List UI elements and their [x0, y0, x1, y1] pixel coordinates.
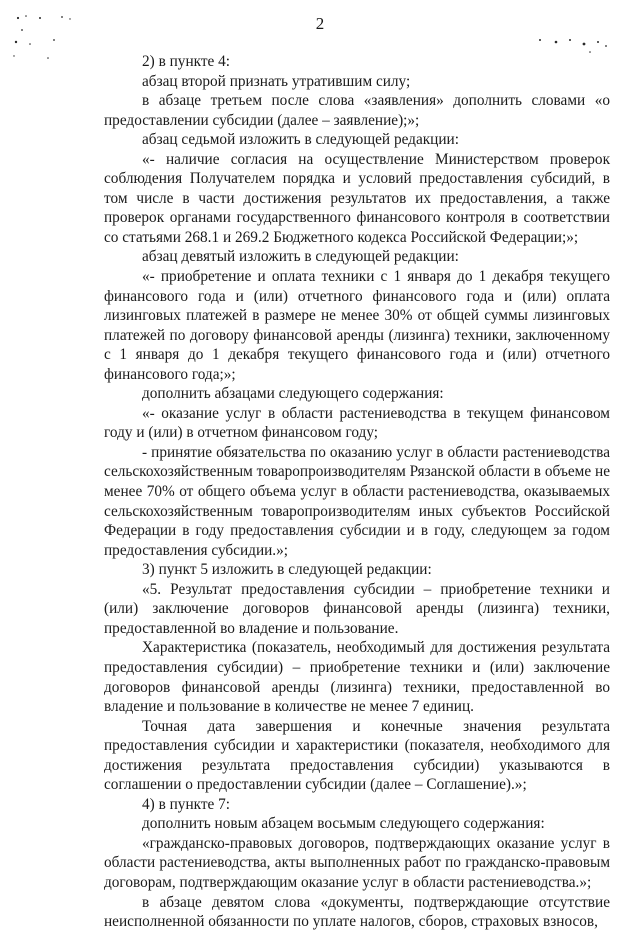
paragraph: дополнить новым абзацем восьмым следующего содержания: — [142, 815, 545, 833]
paragraph: 2) в пункте 4: — [142, 53, 231, 70]
paragraph: 4) в пункте 7: — [142, 795, 231, 813]
paragraph: абзац девятый изложить в следующей редакции: — [142, 248, 459, 266]
paragraph: абзац седьмой изложить в следующей редакции: — [142, 131, 459, 149]
paragraph: в абзаце девятом слова «документы, подтверждающие отсутствие неисполненной обязанности по уплате налогов, сборов, страховых взносов, — [104, 893, 610, 931]
paragraph: абзац второй признать утратившим силу; — [142, 72, 411, 90]
document-body — [104, 52, 610, 932]
paragraph: «- наличие согласия на осуществление Министерством проверок соблюдения Получателем порядка и условий предоставления субсидий, в том числе в части достижения результатов их предоставления, а также проверок органами государственного финансового контроля в соответствии со статьями 268.1 и 269.2 Бюджетного кодекса Российской Федерации;»; — [104, 150, 610, 246]
paragraph: 3) пункт 5 изложить в следующей редакции: — [142, 561, 432, 579]
paragraph: «гражданско-правовых договоров, подтверждающих оказание услуг в области растениеводства, акты выполненных работ по гражданско-правовым договорам, подтверждающим оказание услуг в области растениеводства.»; — [104, 834, 610, 891]
paragraph: «5. Результат предоставления субсидии – приобретение техники и (или) заключение договоров финансовой аренды (лизинга) техники, предоставленной во владение и пользование. — [104, 580, 610, 637]
paragraph: Точная дата завершения и конечные значения результата предоставления субсидии и характеристики (показателя, необходимого для достижения результата предоставления субсидии) указываются в соглашении о предоставлении субсидии (далее – Соглашение).»; — [104, 717, 610, 794]
paragraph: дополнить абзацами следующего содержания: — [142, 385, 444, 403]
paragraph: Характеристика (показатель, необходимый для достижения результата предоставления субсидии) – приобретение техники и (или) заключение договоров финансовой аренды (лизинга) техники, предоставленной во владение и пользование в количестве не менее 7 единиц. — [104, 639, 610, 716]
paragraph: «- оказание услуг в области растениеводства в текущем финансовом году и (или) в отчетном финансовом году; — [104, 404, 610, 442]
page-number: 2 — [315, 14, 325, 33]
paragraph: «- приобретение и оплата техники с 1 января до 1 декабря текущего финансового года и (или) отчетного финансового года и (или) оплата лизинговых платежей в размере не менее 30% от общей суммы лизинговых платежей по договору финансовой аренды (лизинга) техники, заключенному с 1 января до 1 декабря текущего финансового года и (или) отчетного финансового года;»; — [104, 268, 610, 383]
paragraph: в абзаце третьем после слова «заявления» дополнить словами «о предоставлении субсидии (далее – заявление);»; — [104, 92, 610, 129]
paragraph: - принятие обязательства по оказанию услуг в области растениеводства сельскохозяйственным товаропроизводителям Рязанской области в объеме не менее 70% от общего объема услуг в области растениеводства, оказываемых сельскохозяйственным товаропроизводителям иных субъектов Российской Федерации в году предоставления субсидии и в году, следующем за годом предоставления субсидии.»; — [104, 443, 610, 559]
